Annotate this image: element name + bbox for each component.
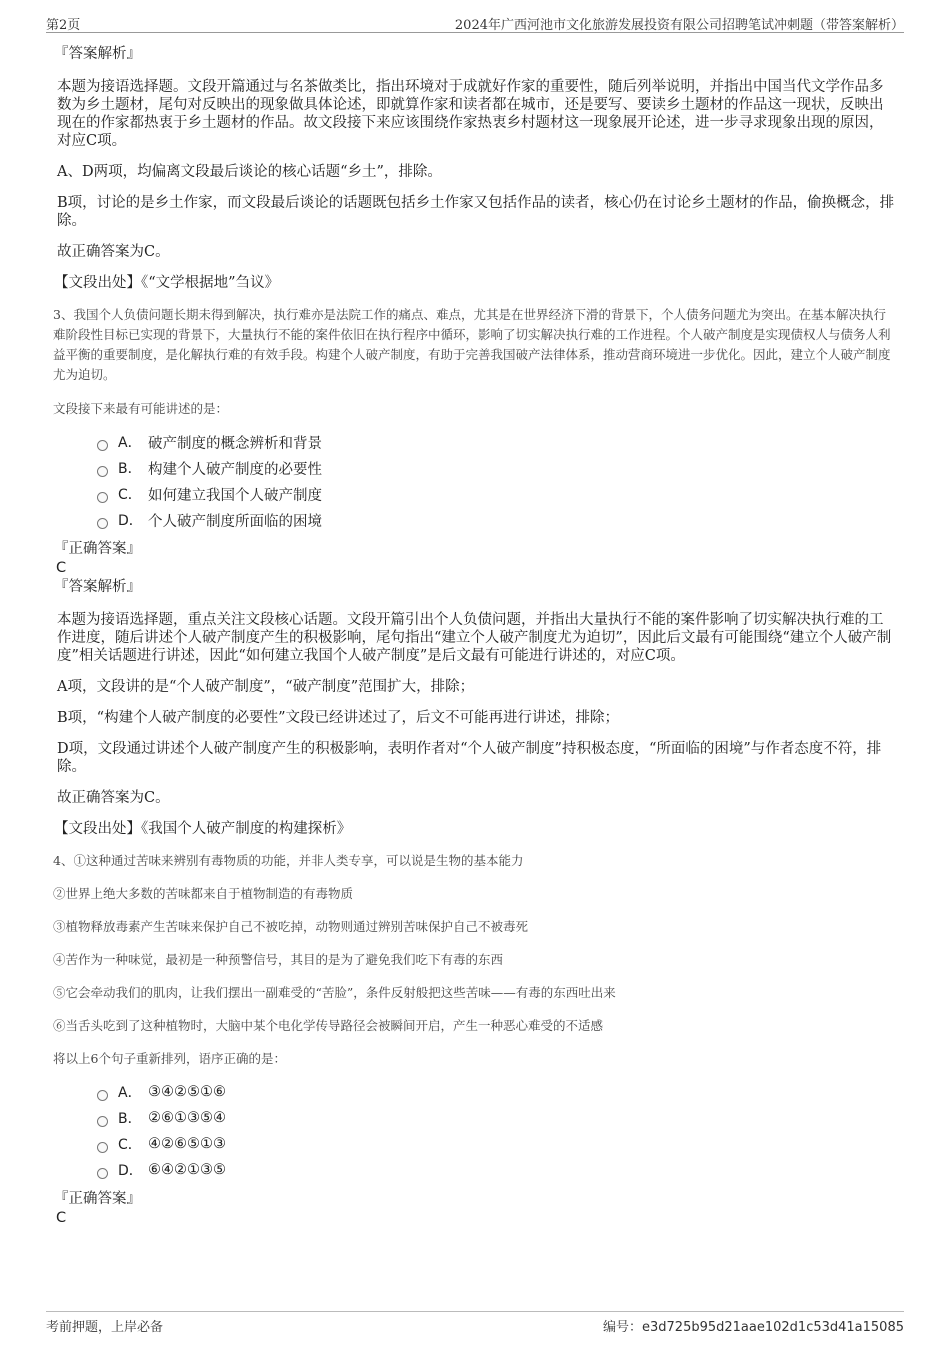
sentence-6: ⑥当舌头吃到了这种植物时，大脑中某个电化学传导路径会被瞬间开启，产生一种恶心难受的不适感 [53, 1018, 604, 1033]
page-footer [46, 1311, 904, 1336]
analysis-paragraph: A、D两项，均偏离文段最后谈论的核心话题“乡土”，排除。 [57, 164, 442, 180]
page-content [53, 44, 897, 1227]
option-list [97, 429, 897, 533]
sentence-5: ⑤它会牵动我们的肌肉，让我们摆出一副难受的“苦脸”，条件反射般把这些苦味——有毒的东西吐出来 [53, 985, 616, 1000]
analysis-paragraph: 故正确答案为C。 [57, 244, 170, 260]
question-stem: 3、我国个人负债问题长期未得到解决，执行难亦是法院工作的痛点、难点，尤其是在世界经济下滑的背景下，个人债务问题尤为突出。在基本解决执行难阶段性目标已实现的背景下，大量执行不能的案件依旧在执行程序中循环，影响了切实解决执行难的工作进程。个人破产制度是实现债权人与债务人利益平衡的重要制度，是化解执行难的有效手段。构建个人破产制度，有助于完善我国破产法律体系，推动营商环境进一步优化。因此，建立个人破产制度尤为迫切。 [53, 307, 891, 382]
analysis-label: 『答案解析』 [54, 46, 141, 62]
radio-icon[interactable] [97, 1142, 108, 1153]
analysis-paragraph: A项，文段讲的是“个人破产制度”，“破产制度”范围扩大，排除； [57, 679, 475, 695]
sentence-1: 4、①这种通过苦味来辨别有毒物质的功能，并非人类专享，可以说是生物的基本能力 [53, 853, 524, 868]
document-title: 2024年广西河池市文化旅游发展投资有限公司招聘笔试冲刺题（带答案解析） [454, 18, 904, 33]
question-prompt: 将以上6个句子重新排列，语序正确的是： [53, 1051, 286, 1066]
radio-icon[interactable] [97, 1116, 108, 1127]
option-a[interactable]: A． ③④②⑤①⑥ [97, 1079, 897, 1105]
correct-answer: C [56, 560, 67, 576]
option-b[interactable]: B． 构建个人破产制度的必要性 [97, 455, 897, 481]
radio-icon[interactable] [97, 518, 108, 529]
analysis-label: 『答案解析』 [54, 579, 141, 595]
correct-answer-label: 『正确答案』 [54, 1191, 141, 1207]
option-d[interactable]: D． 个人破产制度所面临的困境 [97, 507, 897, 533]
source-citation: 【文段出处】《“文学根据地”刍议》 [54, 275, 280, 291]
radio-icon[interactable] [97, 440, 108, 451]
footer-slogan: 考前押题，上岸必备 [46, 1320, 164, 1335]
source-citation: 【文段出处】《我国个人破产制度的构建探析》 [54, 821, 352, 837]
sentence-4: ④苦作为一种味觉，最初是一种预警信号，其目的是为了避免我们吃下有毒的东西 [53, 952, 504, 967]
option-a[interactable]: A． 破产制度的概念辨析和背景 [97, 429, 897, 455]
page-header [46, 10, 904, 33]
document-code: 编号：e3d725b95d21aae102d1c53d41a15085 [602, 1320, 904, 1335]
analysis-paragraph: 本题为接语选择题，重点关注文段核心话题。文段开篇引出个人负债问题，并指出大量执行不能的案件影响了切实解决执行难的工作进度，随后讲述个人破产制度产生的积极影响，尾句指出“建立个人破产制度尤为迫切”，因此后文最有可能围绕“建立个人破产制度”相关话题进行讲述，因此“如何建立我国个人破产制度”是后文最有可能进行讲述的，对应C项。 [57, 612, 892, 664]
analysis-paragraph: D项，文段通过讲述个人破产制度产生的积极影响，表明作者对“个人破产制度”持积极态度，“所面临的困境”与作者态度不符，排除。 [57, 741, 882, 775]
analysis-paragraph: 本题为接语选择题。文段开篇通过与名茶做类比，指出环境对于成就好作家的重要性，随后列举说明，并指出中国当代文学作品多数为乡土题材，尾句对反映出的现象做具体论述，即就算作家和读者都在城市，还是要写、要读乡土题材的作品这一现状，反映出现在的作家都热衷于乡土题材的作品。故文段接下来应该围绕作家热衷乡村题材这一现象展开论述，进一步寻求现象出现的原因，对应C项。 [57, 79, 884, 149]
radio-icon[interactable] [97, 1090, 108, 1101]
correct-answer-label: 『正确答案』 [54, 541, 141, 557]
option-c[interactable]: C． ④②⑥⑤①③ [97, 1131, 897, 1157]
option-c[interactable]: C． 如何建立我国个人破产制度 [97, 481, 897, 507]
page-number: 第2页 [46, 18, 81, 33]
radio-icon[interactable] [97, 1168, 108, 1179]
radio-icon[interactable] [97, 466, 108, 477]
analysis-paragraph: 故正确答案为C。 [57, 790, 170, 806]
radio-icon[interactable] [97, 492, 108, 503]
analysis-paragraph: B项，“构建个人破产制度的必要性”文段已经讲述过了，后文不可能再进行讲述，排除； [57, 710, 619, 726]
correct-answer: C [56, 1210, 67, 1226]
sentence-2: ②世界上绝大多数的苦味都来自于植物制造的有毒物质 [53, 886, 354, 901]
sentence-3: ③植物释放毒素产生苦味来保护自己不被吃掉，动物则通过辨别苦味保护自己不被毒死 [53, 919, 529, 934]
analysis-paragraph: B项，讨论的是乡土作家，而文段最后谈论的话题既包括乡土作家又包括作品的读者，核心仍在讨论乡土题材的作品，偷换概念，排除。 [57, 195, 895, 229]
question-prompt: 文段接下来最有可能讲述的是： [53, 401, 229, 416]
option-d[interactable]: D． ⑥④②①③⑤ [97, 1157, 897, 1183]
option-list [97, 1079, 897, 1183]
option-b[interactable]: B． ②⑥①③⑤④ [97, 1105, 897, 1131]
